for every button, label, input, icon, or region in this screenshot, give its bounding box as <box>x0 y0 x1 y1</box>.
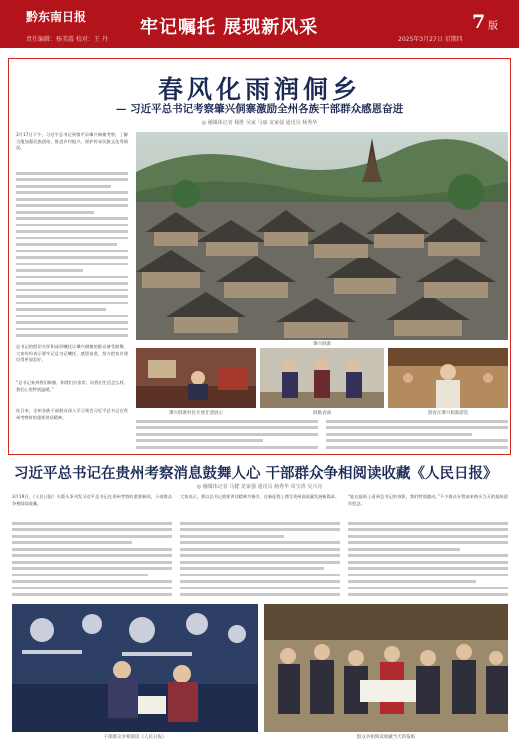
photo-caption-batik: 干部群众争相阅读《人民日报》 <box>103 735 167 740</box>
article2-body-col1 <box>12 522 172 600</box>
article2-paragraph-3: “能在报纸上看到总书记的身影，我们特别激动。”不少群众专程前来购买当天的报纸留作纪念。 <box>348 494 508 506</box>
section-headline: 牢记嘱托 展现新风采 <box>140 17 319 38</box>
article1-paragraph-4: 连日来，全州各族干部群众深入学习领会习近平总书记在贵州考察时的重要讲话精神。 <box>16 408 128 420</box>
issue-date: 2025年3月27日 星期四 <box>398 36 463 43</box>
song-performance-photo <box>260 348 384 408</box>
article2-paragraph-2: 大家表示，要以总书记重要讲话精神为指引，在新征程上谱写贵州高质量发展新篇章。 <box>180 494 340 499</box>
photo-caption-crowd: 群众争相阅读收藏当天的报纸 <box>356 735 416 740</box>
page-number: 7 <box>472 11 486 33</box>
article1-subtitle: — 习近平总书记考察肇兴侗寨激励全州各族干部群众感恩奋进 <box>115 103 404 115</box>
article1-body-mid <box>136 420 318 450</box>
batik-reading-photo <box>12 604 258 732</box>
article1-title: 春风化雨润侗乡 <box>157 75 361 104</box>
masthead <box>0 0 519 48</box>
photo-caption-heritage: 肇兴侗寨村民开展非遗展示 <box>169 411 223 416</box>
article1-byline: ◎ 融媒体记者 杨胜 吴家 马丽 龙家强 通讯员 杨秀华 <box>201 120 318 126</box>
photo-caption-main: 肇兴侗寨 <box>313 342 331 347</box>
zhaoxing-village-photo <box>136 132 508 340</box>
tourist-photo <box>388 348 508 408</box>
article2-paragraph-1: 3月19日，《人民日报》头版头条刊发习近平总书记在贵州考察的重要新闻，干部群众争相阅读收藏。 <box>12 494 172 506</box>
article2-title: 习近平总书记在贵州考察消息鼓舞人心 干部群众争相阅读收藏《人民日报》 <box>14 465 498 482</box>
crowd-reading-photo <box>264 604 508 732</box>
photo-caption-song: 侗歌表演 <box>313 411 331 416</box>
newspaper-logo: 黔东南日报 <box>26 10 87 24</box>
article1-body-left <box>16 172 128 342</box>
heritage-photo <box>136 348 256 408</box>
article1-paragraph-1: 3月17日下午，习近平总书记到黎平县肇兴侗寨考察，了解当地加强民族团结、推进乡村振兴、保护传承民族文化等情况。 <box>16 132 128 151</box>
article2-body-col2 <box>180 522 340 600</box>
article1-paragraph-3: “总书记来到我们侗寨，和我们拉家常，问我们生活怎么样，我们心里特别温暖。” <box>16 380 128 392</box>
article2-byline: ◎ 融媒体记者 马健 龙家强 通讯员 杨秀华 周宝清 吴兴亮 <box>196 484 323 490</box>
page-word: 版 <box>488 21 498 32</box>
article1-paragraph-2: 总书记的殷切关怀和深切嘱托让肇兴侗寨的群众备受鼓舞，大家纷纷表示要牢记总书记嘱托，感恩奋进，努力把家乡建设得更加美好。 <box>16 344 128 363</box>
article2-body-col3 <box>348 522 508 600</box>
photo-caption-tourist: 游客在肇兴侗寨游览 <box>427 411 469 416</box>
editor-meta: 责任编辑：杨美霞 校对：王 丹 <box>26 36 108 43</box>
article1-body-right <box>326 420 508 450</box>
